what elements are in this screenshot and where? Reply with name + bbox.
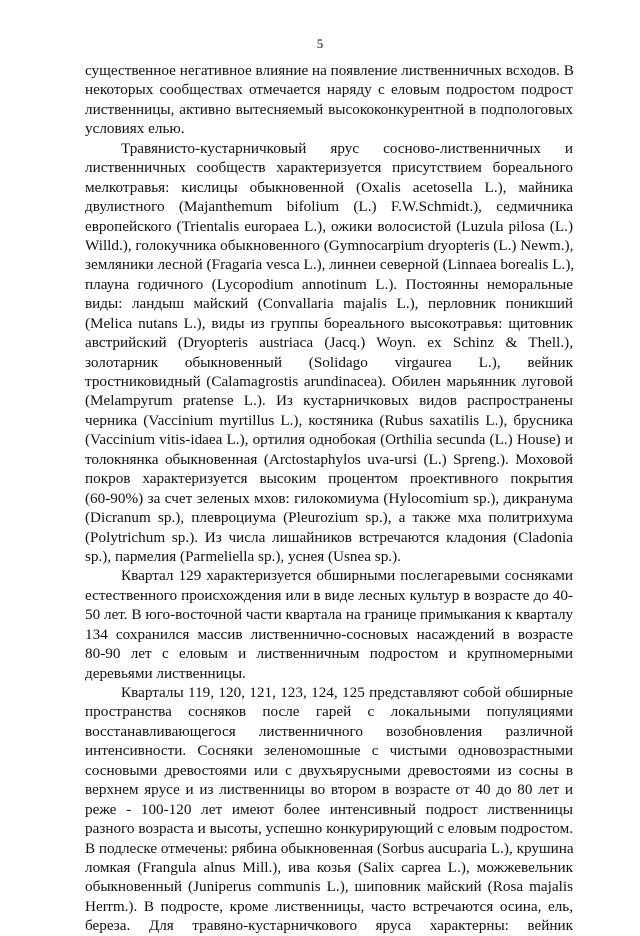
text-line: (Dicranum sp.), плевроциума (Pleurozium sp.), а также мха политрихума xyxy=(85,509,573,527)
text-line: Herrm.). В подросте, кроме лиственницы, часто встречаются осина, ель, xyxy=(85,897,573,915)
text-line: черника (Vaccinium myrtillus L.), костяника (Rubus saxatilis L.), брусника xyxy=(85,411,573,429)
text-line: Willd.), голокучника обыкновенного (Gymnocarpium dryopteris (L.) Newm.), xyxy=(85,236,574,254)
text-line: интенсивности. Сосняки зеленомошные с чистыми одновозрастными xyxy=(85,742,573,760)
text-line: (Polytrichum sp.). Из числа лишайников встречаются кладония (Cladonia xyxy=(85,528,573,546)
text-line: береза. Для травяно-кустарничкового яруса характерны: вейник xyxy=(85,917,573,935)
text-line: существенное негативное влияние на появление лиственничных всходов. В xyxy=(85,62,574,79)
text-line: (Melica nutans L.), виды из группы бореального высокотравья: щитовник xyxy=(85,314,573,332)
text-line: (Melampyrum pratense L.). Из кустарничковых видов распространены xyxy=(85,392,573,410)
text-line: австрийский (Dryopteris austriaca (Jacq.) Woyn. ex Schinz & Thell.), xyxy=(85,334,573,352)
text-line: толокнянка обыкновенная (Arctostaphylos uva-ursi (L.) Spreng.). Моховой xyxy=(85,450,573,468)
text-line: покров характеризуется высоким процентом проективного покрытия xyxy=(85,470,573,488)
text-line: золотарник обыкновенный (Solidago virgaurea L.), вейник xyxy=(85,353,573,371)
text-line: деревьями лиственницы. xyxy=(85,664,246,682)
body-text xyxy=(85,61,573,936)
text-line: обыкновенный (Juniperus communis L.), шиповник майский (Rosa majalis xyxy=(85,878,573,896)
text-line: Травянисто-кустарничковый ярус сосново-лиственничных и xyxy=(121,139,573,157)
text-line: естественного происхождения или в виде лесных культур в возрасте до 40- xyxy=(85,586,573,604)
text-line: 50 лет. В юго-восточной части квартала на границе примыкания к кварталу xyxy=(85,606,574,624)
text-line: мелкотравья: кислицы обыкновенной (Oxalis acetosella L.), майника xyxy=(85,178,573,196)
page-number: 5 xyxy=(316,36,324,51)
text-line: тростниковидный (Calamagrostis arundinacea). Обилен марьянник луговой xyxy=(85,373,573,390)
text-line: sp.), пармелия (Parmeliella sp.), уснея (Usnea sp.). xyxy=(85,547,401,565)
text-line: ломкая (Frangula alnus Mill.), ива козья (Salix caprea L.), можжевельник xyxy=(85,858,573,876)
text-line: верхнем ярусе и из лиственницы во втором в возрасте от 40 до 80 лет и xyxy=(85,781,573,799)
text-line: сосновыми древостоями или с двухъярусными древостоями из сосны в xyxy=(85,761,573,779)
text-line: (Vaccinium vitis-idaea L.), ортилия однобокая (Orthilia secunda (L.) House) и xyxy=(85,431,573,449)
text-line: Кварталы 119, 120, 121, 123, 124, 125 представляют собой обширные xyxy=(121,684,573,701)
text-line: лиственницы, активно вытесняемый высококонкурентной в подпологовых xyxy=(85,100,573,118)
text-line: двулистного (Majanthemum bifolium (L.) F.W.Schmidt.), седмичника xyxy=(85,198,573,216)
text-line: европейского (Trientalis europaea L.), ожики волосистой (Luzula pilosa (L.) xyxy=(85,217,573,235)
text-line: реже - 100-120 лет имеют более интенсивный подрост лиственницы xyxy=(85,800,573,818)
text-line: пространства сосняков после гарей с локальными популяциями xyxy=(85,703,573,721)
text-line: 134 сохранился массив лиственнично-сосновых насаждений в возрасте xyxy=(85,625,573,643)
text-line: (60-90%) за счет зеленых мхов: гилокомиума (Hylocomium sp.), дикранума xyxy=(85,489,573,507)
text-line: земляники лесной (Fragaria vesca L.), линнеи северной (Linnaea borealis L.), xyxy=(85,256,575,274)
text-line: плауна годичного (Lycopodium annotinum L.). Постоянны неморальные xyxy=(85,275,573,293)
text-line: виды: ландыш майский (Convallaria majalis L.), перловник поникший xyxy=(85,295,573,313)
text-line: разного возраста и высоты, успешно конкурирующий с еловым подростом. xyxy=(85,820,573,838)
text-line: лиственничных сообществ характеризуется присутствием бореального xyxy=(85,159,573,177)
text-line: В подлеске отмечены: рябина обыкновенная (Sorbus aucuparia L.), крушина xyxy=(85,839,574,857)
text-line: восстанавливающегося лиственничного возобновления различной xyxy=(85,722,573,740)
text-line: некоторых сообществах отмечается наряду с еловым подростом подрост xyxy=(85,81,573,99)
text-line: 80-90 лет с еловым и лиственничным подростом и крупномерными xyxy=(85,645,573,663)
text-line: условиях елью. xyxy=(85,120,185,138)
text-line: Квартал 129 характеризуется обширными послегаревыми сосняками xyxy=(121,567,573,585)
